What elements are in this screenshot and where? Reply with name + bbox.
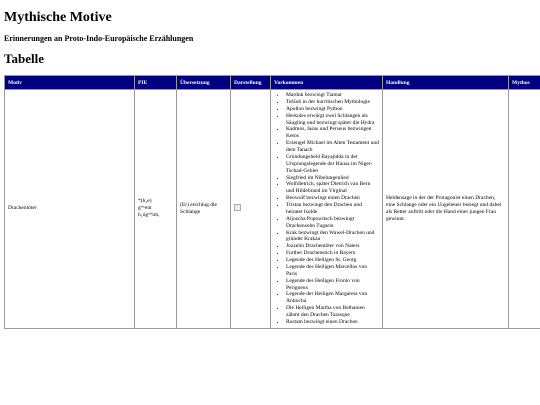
list-item: • Marduk bezwingt Tiamat (286, 92, 379, 99)
header-plot: Handlung (383, 76, 509, 90)
occurrence-list (274, 92, 379, 326)
cell-pie (135, 90, 177, 329)
list-item: • Herkules erwürgt zwei Schlangen als Säugling und bezwingt später die Hydra (286, 113, 379, 127)
pie-line: gʷʰent (138, 205, 152, 212)
list-item: • Krak bezwingt den Wawel-Drachen und gründet Krakau (286, 230, 379, 244)
list-item: • Legende der Heiligen Margareta von Antiocha (286, 291, 379, 305)
header-translation: Übersetzung (177, 76, 231, 90)
table-header-row (5, 76, 540, 90)
list-item: • Legende des Heiligen Marcellus von Paris (286, 264, 379, 278)
list-item: • Erzengel Michael im Alten Testament und dem Tanach (286, 140, 379, 154)
list-item: • Beowulf bezwingt einen Drachen (286, 195, 379, 202)
cell-translation: (Er) erschlug die Schlange (177, 90, 231, 329)
cell-plot: Heldensage in der der Protagonist einen Drachen, eine Schlange oder ein Ungeheuer besiegt und dabei als Retter auftritt oder die Hand einer jungen Frau gewinnt. (383, 90, 509, 329)
list-item: • Rostam bezwingt einen Drachen (286, 319, 379, 326)
cell-motiv: Drachentöter (5, 90, 135, 329)
table-row (5, 90, 540, 329)
cell-depiction (231, 90, 271, 329)
list-item: • Legende des Heiligen Fronto von Perigueux (286, 278, 379, 292)
header-depiction: Darstellung (231, 76, 271, 90)
header-occurrences: Vorkommen (271, 76, 383, 90)
list-item: • Tristan bezwingt den Drachen und heiratet Isolde (286, 202, 379, 216)
motif-table (4, 75, 540, 329)
header-pie: PIE (135, 76, 177, 90)
header-motiv: Motiv (5, 76, 135, 90)
section-heading: Tabelle (4, 51, 44, 66)
list-item: • Gründungsheld Bayajidda in der Ursprungslegende der Hausa im Niger-Tschad-Gebiet (286, 154, 379, 175)
list-item: • Aljoscha Popowitsch bezwingt Drachensohn Tugarin (286, 216, 379, 230)
list-item: • Wolfdietrich, später Dietrich van Bern und Hildebrand im Virginal (286, 181, 379, 195)
list-item: • Legende des Heiligen St. Georg (286, 257, 379, 264)
pie-line: *(h₁e) (138, 198, 152, 205)
list-item: • Jozzelin Drachentöter von Naters (286, 243, 379, 250)
broken-image-icon (234, 204, 241, 211)
list-item: • Teššub in der hurritischen Mythologie (286, 99, 379, 106)
list-item: • Siegfried im Nibelungenlied (286, 175, 379, 182)
list-item: • Die Heiligen Martha von Bethanien zähmt den Drachen Tarasque (286, 305, 379, 319)
list-item: • Further Drachenstich in Bayern (286, 250, 379, 257)
page-subtitle: Erinnerungen an Proto-Indo-Europäische Erzählungen (4, 34, 194, 43)
page-title: Mythische Motive (4, 10, 112, 25)
header-myth: Mythos (509, 76, 540, 90)
pie-line: h₁ógʷʰim, (138, 212, 160, 219)
list-item: • Kadmos, Iasus und Perseus bezwingen Ketos (286, 126, 379, 140)
cell-occurrences (271, 90, 383, 329)
list-item: • Apollon bezwingt Python (286, 106, 379, 113)
cell-myth (509, 90, 540, 329)
